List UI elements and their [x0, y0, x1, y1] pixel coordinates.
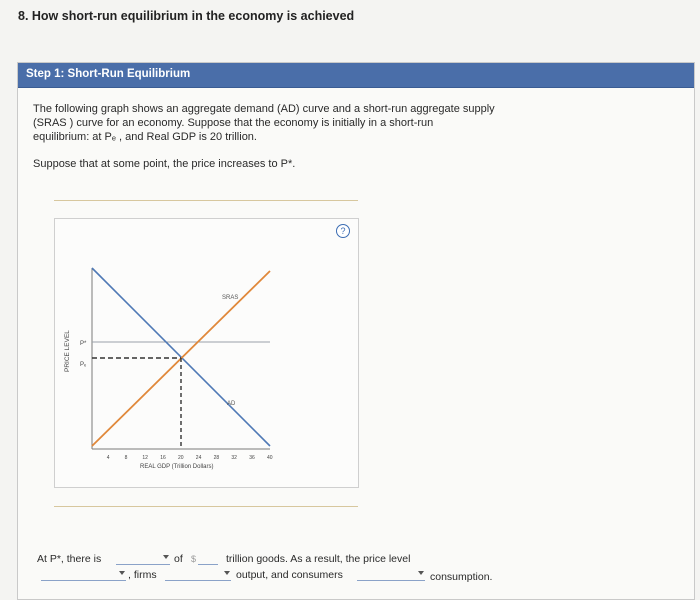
dropdown-shortage-surplus[interactable]	[116, 552, 170, 565]
x-tick-label: 16	[160, 455, 166, 461]
sras-label: SRAS	[222, 295, 239, 301]
x-tick-label: 28	[213, 455, 220, 461]
chevron-down-icon	[163, 555, 169, 559]
chevron-down-icon	[224, 571, 230, 575]
y-axis-label: PRICE LEVEL	[64, 330, 71, 372]
divider-bottom	[54, 506, 358, 507]
answer-output-label: output, and consumers	[236, 569, 343, 581]
x-axis-label: REAL GDP (Trillion Dollars)	[140, 464, 214, 470]
intro-line-1: The following graph shows an aggregate demand (AD) curve and a short-run aggregate supply	[33, 103, 495, 115]
answer-trillion-label: trillion goods. As a result, the price level	[226, 553, 411, 565]
dropdown-firms-output[interactable]	[165, 568, 231, 581]
question-title: 8. How short-run equilibrium in the economy is achieved	[18, 9, 355, 23]
step-title: Step 1: Short-Run Equilibrium	[26, 68, 191, 80]
intro-line-2: (SRAS ) curve for an economy. Suppose that the economy is initially in a short-run	[33, 117, 434, 129]
x-tick-label: 4	[106, 455, 110, 461]
x-tick-label: 40	[267, 455, 273, 461]
x-tick-label: 20	[178, 455, 184, 461]
answer-consumption-label: consumption.	[430, 571, 493, 583]
y-tick-p-star: P*	[80, 341, 87, 347]
answer-firms-label: , firms	[128, 569, 157, 581]
x-tick-label: 32	[231, 455, 237, 461]
answer-at-label: At P*, there is	[37, 553, 102, 565]
x-tick-label: 24	[195, 455, 202, 461]
x-tick-label: 8	[124, 455, 128, 461]
answer-of-label: of	[174, 553, 183, 565]
dropdown-consumers[interactable]	[357, 568, 425, 581]
chevron-down-icon	[119, 571, 125, 575]
amount-input[interactable]	[198, 552, 218, 565]
ad-label: AD	[227, 401, 236, 407]
y-tick-p-e: Pₑ	[80, 362, 87, 368]
x-tick-label: 36	[249, 455, 255, 461]
help-icon[interactable]: ?	[336, 224, 350, 238]
intro-line-4: Suppose that at some point, the price increases to P*.	[33, 158, 296, 170]
dropdown-price-level[interactable]	[41, 568, 126, 581]
dollar-sign: $	[191, 554, 197, 564]
intro-line-3: equilibrium: at Pₑ , and Real GDP is 20 trillion.	[33, 131, 257, 143]
chevron-down-icon	[418, 571, 424, 575]
x-ticks	[107, 455, 273, 461]
x-tick-label: 12	[142, 455, 148, 461]
